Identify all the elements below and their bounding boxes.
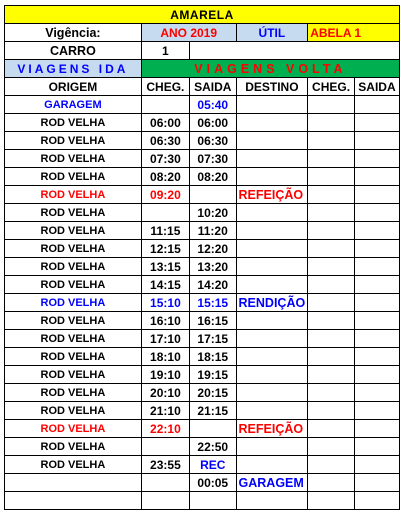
cell-saida: 18:15 bbox=[190, 348, 237, 366]
empty-cell bbox=[236, 492, 308, 510]
cell-origem: ROD VELHA bbox=[5, 330, 142, 348]
table-row bbox=[5, 384, 400, 402]
table-row bbox=[5, 240, 400, 258]
cell-cheg: 06:00 bbox=[141, 114, 189, 132]
cell-origem: ROD VELHA bbox=[5, 186, 142, 204]
table-row bbox=[5, 276, 400, 294]
cell-cheg-2 bbox=[308, 348, 355, 366]
cell-cheg: 19:10 bbox=[141, 366, 189, 384]
cell-saida-2 bbox=[354, 222, 399, 240]
cell-destino bbox=[236, 150, 308, 168]
cell-cheg: 15:10 bbox=[141, 294, 189, 312]
cell-saida-2 bbox=[354, 96, 399, 114]
cell-origem: ROD VELHA bbox=[5, 312, 142, 330]
cell-cheg: 08:20 bbox=[141, 168, 189, 186]
table-row bbox=[5, 438, 400, 456]
carro-label: CARRO bbox=[5, 42, 142, 60]
empty-cell bbox=[5, 492, 142, 510]
col-cheg: CHEG. bbox=[141, 78, 189, 96]
cell-saida-2 bbox=[354, 402, 399, 420]
cell-cheg: 17:10 bbox=[141, 330, 189, 348]
cell-cheg-2 bbox=[308, 366, 355, 384]
empty-cell bbox=[354, 492, 399, 510]
col-saida-2: SAIDA bbox=[354, 78, 399, 96]
cell-destino bbox=[236, 240, 308, 258]
cell-saida: 22:50 bbox=[190, 438, 237, 456]
cell-cheg: 11:15 bbox=[141, 222, 189, 240]
cell-saida: 05:40 bbox=[190, 96, 237, 114]
empty-row bbox=[5, 492, 400, 510]
table-row bbox=[5, 348, 400, 366]
table-row bbox=[5, 402, 400, 420]
cell-saida-2 bbox=[354, 384, 399, 402]
cell-origem: GARAGEM bbox=[5, 96, 142, 114]
cell-cheg-2 bbox=[308, 132, 355, 150]
cell-saida-2 bbox=[354, 240, 399, 258]
col-destino: DESTINO bbox=[236, 78, 308, 96]
cell-origem: ROD VELHA bbox=[5, 240, 142, 258]
cell-saida-2 bbox=[354, 258, 399, 276]
table-row bbox=[5, 150, 400, 168]
cell-saida: 16:15 bbox=[190, 312, 237, 330]
cell-destino bbox=[236, 366, 308, 384]
cell-saida bbox=[190, 420, 237, 438]
cell-cheg: 16:10 bbox=[141, 312, 189, 330]
cell-saida-2 bbox=[354, 276, 399, 294]
cell-cheg-2 bbox=[308, 222, 355, 240]
cell-saida: REC bbox=[190, 456, 237, 474]
col-cheg-2: CHEG. bbox=[308, 78, 355, 96]
table-row bbox=[5, 474, 400, 492]
cell-origem: ROD VELHA bbox=[5, 348, 142, 366]
carro-row bbox=[5, 42, 400, 60]
cell-saida: 20:15 bbox=[190, 384, 237, 402]
table-row bbox=[5, 330, 400, 348]
cell-saida: 21:15 bbox=[190, 402, 237, 420]
cell-saida-2 bbox=[354, 438, 399, 456]
cell-cheg-2 bbox=[308, 204, 355, 222]
cell-cheg: 18:10 bbox=[141, 348, 189, 366]
cell-origem: ROD VELHA bbox=[5, 258, 142, 276]
cell-saida: 06:00 bbox=[190, 114, 237, 132]
cell-destino bbox=[236, 96, 308, 114]
table-row bbox=[5, 420, 400, 438]
cell-destino: RENDIÇÃO bbox=[236, 294, 308, 312]
cell-saida-2 bbox=[354, 474, 399, 492]
vigencia-label: Vigência: bbox=[5, 24, 142, 42]
cell-destino bbox=[236, 222, 308, 240]
cell-cheg bbox=[141, 96, 189, 114]
cell-saida-2 bbox=[354, 294, 399, 312]
sheet-title: AMARELA bbox=[5, 6, 400, 24]
cell-saida-2 bbox=[354, 366, 399, 384]
cell-saida: 11:20 bbox=[190, 222, 237, 240]
col-saida: SAIDA bbox=[190, 78, 237, 96]
table-row bbox=[5, 366, 400, 384]
cell-cheg-2 bbox=[308, 438, 355, 456]
cell-origem: ROD VELHA bbox=[5, 294, 142, 312]
cell-saida: 00:05 bbox=[190, 474, 237, 492]
table-row bbox=[5, 312, 400, 330]
cell-cheg-2 bbox=[308, 168, 355, 186]
cell-cheg-2 bbox=[308, 294, 355, 312]
title-row bbox=[5, 6, 400, 24]
cell-cheg bbox=[141, 438, 189, 456]
cell-saida bbox=[190, 186, 237, 204]
carro-value: 1 bbox=[141, 42, 189, 60]
cell-destino: GARAGEM bbox=[236, 474, 308, 492]
band-ida: VIAGENS IDA bbox=[5, 60, 142, 78]
cell-cheg-2 bbox=[308, 114, 355, 132]
cell-destino bbox=[236, 402, 308, 420]
cell-cheg-2 bbox=[308, 240, 355, 258]
cell-cheg-2 bbox=[308, 150, 355, 168]
cell-origem: ROD VELHA bbox=[5, 204, 142, 222]
cell-saida-2 bbox=[354, 420, 399, 438]
table-row bbox=[5, 222, 400, 240]
cell-cheg: 07:30 bbox=[141, 150, 189, 168]
cell-cheg-2 bbox=[308, 186, 355, 204]
cell-cheg: 13:15 bbox=[141, 258, 189, 276]
cell-origem: ROD VELHA bbox=[5, 114, 142, 132]
cell-destino: REFEIÇÃO bbox=[236, 420, 308, 438]
table-row bbox=[5, 132, 400, 150]
cell-saida: 15:15 bbox=[190, 294, 237, 312]
band-volta: VIAGENS VOLTA bbox=[141, 60, 399, 78]
cell-destino bbox=[236, 438, 308, 456]
table-row bbox=[5, 258, 400, 276]
cell-origem: ROD VELHA bbox=[5, 366, 142, 384]
cell-destino bbox=[236, 312, 308, 330]
cell-destino bbox=[236, 384, 308, 402]
cell-saida: 10:20 bbox=[190, 204, 237, 222]
util-value: ÚTIL bbox=[236, 24, 308, 42]
empty-cell bbox=[190, 492, 237, 510]
tabela-value: ABELA 1 bbox=[308, 24, 400, 42]
cell-saida-2 bbox=[354, 456, 399, 474]
cell-cheg: 21:10 bbox=[141, 402, 189, 420]
table-row bbox=[5, 96, 400, 114]
cell-destino bbox=[236, 132, 308, 150]
cell-origem: ROD VELHA bbox=[5, 420, 142, 438]
cell-saida: 14:20 bbox=[190, 276, 237, 294]
cell-saida-2 bbox=[354, 114, 399, 132]
empty-cell bbox=[308, 492, 355, 510]
cell-destino bbox=[236, 168, 308, 186]
cell-origem: ROD VELHA bbox=[5, 384, 142, 402]
table-row bbox=[5, 294, 400, 312]
table-row bbox=[5, 204, 400, 222]
vigencia-row bbox=[5, 24, 400, 42]
cell-cheg-2 bbox=[308, 402, 355, 420]
cell-destino bbox=[236, 204, 308, 222]
cell-cheg: 14:15 bbox=[141, 276, 189, 294]
cell-saida-2 bbox=[354, 330, 399, 348]
cell-cheg-2 bbox=[308, 276, 355, 294]
cell-origem: ROD VELHA bbox=[5, 402, 142, 420]
cell-origem: ROD VELHA bbox=[5, 150, 142, 168]
table-row bbox=[5, 168, 400, 186]
cell-saida: 08:20 bbox=[190, 168, 237, 186]
cell-saida-2 bbox=[354, 150, 399, 168]
cell-cheg bbox=[141, 474, 189, 492]
schedule-sheet bbox=[4, 5, 400, 510]
cell-origem: ROD VELHA bbox=[5, 168, 142, 186]
empty-cell bbox=[141, 492, 189, 510]
cell-saida-2 bbox=[354, 168, 399, 186]
cell-origem bbox=[5, 474, 142, 492]
cell-cheg-2 bbox=[308, 474, 355, 492]
cell-cheg: 06:30 bbox=[141, 132, 189, 150]
ano-value: ANO 2019 bbox=[141, 24, 236, 42]
cell-saida: 07:30 bbox=[190, 150, 237, 168]
cell-cheg: 23:55 bbox=[141, 456, 189, 474]
cell-saida: 12:20 bbox=[190, 240, 237, 258]
cell-cheg-2 bbox=[308, 330, 355, 348]
cell-destino bbox=[236, 330, 308, 348]
cell-cheg: 12:15 bbox=[141, 240, 189, 258]
cell-origem: ROD VELHA bbox=[5, 132, 142, 150]
cell-origem: ROD VELHA bbox=[5, 438, 142, 456]
col-origem: ORIGEM bbox=[5, 78, 142, 96]
cell-cheg: 22:10 bbox=[141, 420, 189, 438]
cell-saida: 06:30 bbox=[190, 132, 237, 150]
table-row bbox=[5, 114, 400, 132]
table-row bbox=[5, 186, 400, 204]
cell-cheg-2 bbox=[308, 258, 355, 276]
cell-cheg-2 bbox=[308, 456, 355, 474]
carro-empty bbox=[190, 42, 400, 60]
cell-destino bbox=[236, 348, 308, 366]
cell-saida-2 bbox=[354, 204, 399, 222]
cell-saida: 13:20 bbox=[190, 258, 237, 276]
cell-saida-2 bbox=[354, 186, 399, 204]
cell-destino: REFEIÇÃO bbox=[236, 186, 308, 204]
cell-cheg: 20:10 bbox=[141, 384, 189, 402]
cell-origem: ROD VELHA bbox=[5, 222, 142, 240]
cell-destino bbox=[236, 114, 308, 132]
cell-cheg-2 bbox=[308, 420, 355, 438]
cell-origem: ROD VELHA bbox=[5, 276, 142, 294]
cell-saida-2 bbox=[354, 312, 399, 330]
cell-saida: 17:15 bbox=[190, 330, 237, 348]
column-header-row bbox=[5, 78, 400, 96]
cell-destino bbox=[236, 258, 308, 276]
table-row bbox=[5, 456, 400, 474]
cell-saida-2 bbox=[354, 132, 399, 150]
cell-destino bbox=[236, 456, 308, 474]
cell-saida-2 bbox=[354, 348, 399, 366]
band-row bbox=[5, 60, 400, 78]
cell-saida: 19:15 bbox=[190, 366, 237, 384]
cell-cheg-2 bbox=[308, 384, 355, 402]
cell-cheg: 09:20 bbox=[141, 186, 189, 204]
cell-cheg-2 bbox=[308, 312, 355, 330]
cell-origem: ROD VELHA bbox=[5, 456, 142, 474]
cell-cheg bbox=[141, 204, 189, 222]
cell-cheg-2 bbox=[308, 96, 355, 114]
cell-destino bbox=[236, 276, 308, 294]
